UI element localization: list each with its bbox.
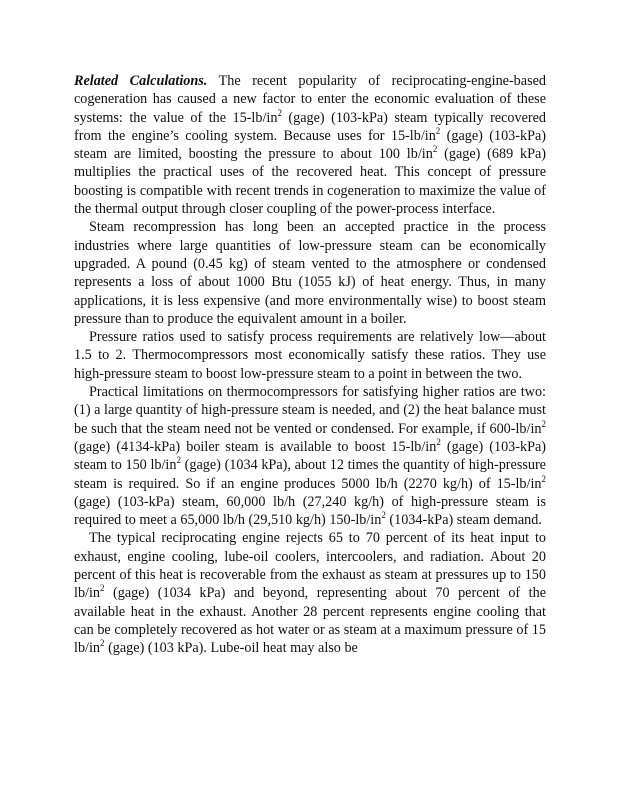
paragraph-steam-recompression: Steam recompression has long been an accepted practice in the process industries where large quantities of low-pressure steam can be economically upgraded. A pound (0.45 kg) of steam vented to the atmosphere or condensed represents a loss of about 1000 Btu (1055 kJ) of heat energy. Thus, in many applications, it is less expensive (and more environmentally wise) to boost steam pressure than to produce the equivalent amount in a boiler.	[74, 219, 546, 327]
run-in-heading: Related Calculations.	[74, 73, 208, 89]
paragraph-related-calculations: Related Calculations. The recent popularity of reciprocating-engine-based cogeneration has caused a new factor to enter the economic evaluation of these systems: the value of the $15-lb/in^2$ (gage) (103-kPa) steam typically recovered from the engine’s cooling system. Because uses for $15-lb/in^2$ (gage) (103-kPa) steam are limited, boosting the pressure to about 100 $lb/in^2$ (gage) (689 kPa) multiplies the practical uses of the recovered heat. This concept of pressure boosting is compatible with recent trends in cogeneration to maximize the value of the thermal output through closer coupling of the power-process interface.	[74, 73, 546, 218]
document-page	[74, 72, 546, 658]
paragraph-pressure-ratios: Pressure ratios used to satisfy process requirements are relatively low—about 1.5 to 2. Thermocompressors most economically satisfy these ratios. They use high-pressure steam to boost low-pressure steam to a point in between the two.	[74, 329, 546, 382]
paragraph-practical-limitations: Practical limitations on thermocompressors for satisfying higher ratios are two: (1) a large quantity of high-pressure steam is needed, and (2) the heat balance must be such that the steam need not be vented or condensed. For example, if $600-lb/in^2$ (gage) (4134-kPa) boiler steam is available to boost $15-lb/in^2$ (gage) (103-kPa) steam to 150 $lb/in^2$ (gage) (1034 kPa), about 12 times the quantity of high-pressure steam is required. So if an engine produces 5000 lb/h (2270 kg/h) of $15-lb/in^2$ (gage) (103-kPa) steam, 60,000 lb/h (27,240 kg/h) of high-pressure steam is required to meet a 65,000 lb/h (29,510 kg/h) $150-lb/in^2$ (1034-kPa) steam demand.	[74, 384, 546, 529]
paragraph-typical-engine: The typical reciprocating engine rejects 65 to 70 percent of its heat input to exhaust, engine cooling, lube-oil coolers, intercoolers, and radiation. About 20 percent of this heat is recoverable from the exhaust as steam at pressures up to 150 $lb/in^2$ (gage) (1034 kPa) and beyond, representing about 70 percent of the available heat in the exhaust. Another 28 percent represents engine cooling that can be completely recovered as hot water or as steam at a maximum pressure of 15 $lb/in^2$ (gage) (103 kPa). Lube-oil heat may also be	[74, 530, 546, 657]
